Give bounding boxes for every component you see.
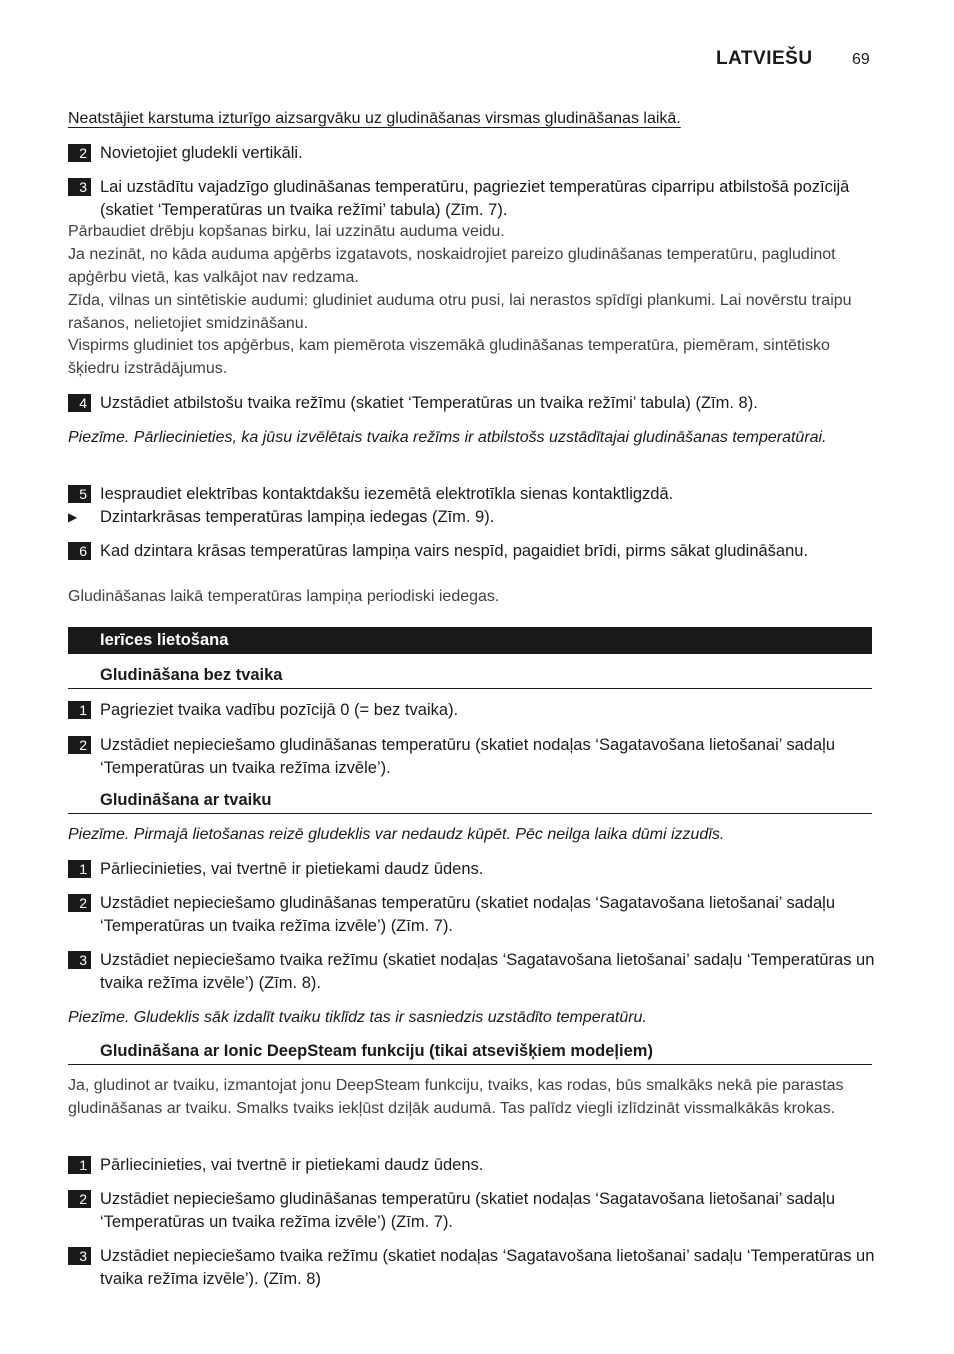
bullet-text: Dzintarkrāsas temperatūras lampiņa iedegas (Zīm. 9). [100, 508, 495, 526]
subheading-steam-ironing: Gludināšana ar tvaiku [68, 789, 872, 814]
prep-step-3 [68, 176, 878, 222]
arrow-bullet-icon: ▶ [68, 510, 78, 524]
language-header: LATVIEŠU [716, 48, 813, 69]
ionic-step-3 [68, 1245, 878, 1291]
step-text: Uzstādiet nepieciešamo tvaika režīmu (skatiet nodaļas ‘Sagatavošana lietošanai’ sadaļu ‘Temperatūras un tvaika režīma izvēle’). (Zīm. 8) [100, 1247, 875, 1288]
step-number: 3 [68, 951, 91, 969]
step-number: 2 [68, 1190, 91, 1208]
step-number: 2 [68, 144, 91, 162]
step-text: Kad dzintara krāsas temperatūras lampiņa vairs nespīd, pagaidiet brīdi, pirms sākat gludināšanu. [100, 542, 809, 560]
step-text: Novietojiet gludekli vertikāli. [100, 144, 303, 162]
prep-step-6 [68, 540, 878, 563]
step-number: 1 [68, 1156, 91, 1174]
step-text: Uzstādiet atbilstošu tvaika režīmu (skatiet ‘Temperatūras un tvaika režīmi’ tabula) (Zīm. 8). [100, 394, 758, 412]
step-text: Uzstādiet nepieciešamo tvaika režīmu (skatiet nodaļas ‘Sagatavošana lietošanai’ sadaļu ‘Temperatūras un tvaika režīma izvēle’) (Zīm. 8). [100, 951, 875, 992]
step-text: Iespraudiet elektrības kontaktdakšu iezemētā elektrotīkla sienas kontaktligzdā. [100, 485, 674, 503]
paragraph-lowest-temp: Vispirms gludiniet tos apģērbus, kam piemērota viszemākā gludināšanas temperatūra, piemēram, sintētisko šķiedru izstrādājumus. [68, 337, 830, 377]
step-text: Uzstādiet nepieciešamo gludināšanas temperatūru (skatiet nodaļas ‘Sagatavošana lietošanai’ sadaļu ‘Temperatūras un tvaika režīma izvēle’) (Zīm. 7). [100, 894, 836, 935]
step-text: Uzstādiet nepieciešamo gludināšanas temperatūru (skatiet nodaļas ‘Sagatavošana lietošanai’ sadaļu ‘Temperatūras un tvaika režīma izvēle’). [100, 736, 836, 777]
subheading-ionic-deepsteam: Gludināšana ar Ionic DeepSteam funkciju (tikai atsevišķiem modeļiem) [68, 1040, 872, 1065]
prep-step-5 [68, 483, 878, 506]
step-number: 1 [68, 860, 91, 878]
note-steam-setting: Piezīme. Pārliecinieties, ka jūsu izvēlētais tvaika režīms ir atbilstošs uzstādītajai gludināšanas temperatūrai. [68, 429, 827, 446]
step-text: Pagrieziet tvaika vadību pozīcijā 0 (= bez tvaika). [100, 701, 459, 719]
step-text: Pārliecinieties, vai tvertnē ir pietiekami daudz ūdens. [100, 1156, 484, 1174]
step-text: Pārliecinieties, vai tvertnē ir pietiekami daudz ūdens. [100, 860, 484, 878]
step-number: 6 [68, 542, 91, 560]
paragraph-silk-wool: Zīda, vilnas un sintētiskie audumi: gludiniet auduma otru pusi, lai nerastos spīdīgi plankumi. Lai novērstu traipu rašanos, nelietojiet smidzināšanu. [68, 292, 852, 332]
steam-step-3 [68, 949, 878, 995]
step-number: 2 [68, 894, 91, 912]
paragraph-unknown-fabric: Ja nezināt, no kāda auduma apģērbs izgatavots, noskaidrojiet pareizo gludināšanas temperatūru, pagludinot apģērbu vietā, kas valkājot nav redzama. [68, 246, 836, 286]
steam-step-2 [68, 892, 878, 938]
step-number: 2 [68, 736, 91, 754]
paragraph-ionic: Ja, gludinot ar tvaiku, izmantojat jonu DeepSteam funkciju, tvaiks, kas rodas, būs smalkāks nekā pie parastas gludināšanas ar tvaiku. Smalks tvaiks iekļūst dziļāk audumā. Tas palīdz viegli izlīdzināt vissmalkākās krokas. [68, 1077, 844, 1117]
step-number: 5 [68, 485, 91, 503]
ionic-step-1 [68, 1154, 878, 1177]
dry-step-2 [68, 734, 878, 780]
step-number: 3 [68, 1247, 91, 1265]
dry-step-1 [68, 699, 878, 722]
step-text: Lai uzstādītu vajadzīgo gludināšanas temperatūru, pagrieziet temperatūras ciparripu atbilstošā pozīcijā (skatiet ‘Temperatūras un tvaika režīmi’ tabula) (Zīm. 7). [100, 178, 850, 219]
bullet-lamp [68, 506, 878, 529]
ionic-step-2 [68, 1188, 878, 1234]
subheading-dry-ironing: Gludināšana bez tvaika [68, 664, 872, 689]
prep-step-2 [68, 142, 878, 165]
paragraph-care-label: Pārbaudiet drēbju kopšanas birku, lai uzzinātu auduma veidu. [68, 223, 505, 240]
prep-step-4 [68, 392, 878, 415]
step-number: 1 [68, 701, 91, 719]
step-number: 3 [68, 178, 91, 196]
steam-step-1 [68, 858, 878, 881]
note-steam-start: Piezīme. Gludeklis sāk izdalīt tvaiku tiklīdz tas ir sasniedzis uzstādīto temperatūru. [68, 1009, 647, 1026]
paragraph-lamp-cycling: Gludināšanas laikā temperatūras lampiņa periodiski iedegas. [68, 588, 500, 605]
step-text: Uzstādiet nepieciešamo gludināšanas temperatūru (skatiet nodaļas ‘Sagatavošana lietošanai’ sadaļu ‘Temperatūras un tvaika režīma izvēle’) (Zīm. 7). [100, 1190, 836, 1231]
page-number: 69 [852, 51, 870, 68]
step-number: 4 [68, 394, 91, 412]
note-first-use: Piezīme. Pirmajā lietošanas reizē gludeklis var nedaudz kūpēt. Pēc neilga laika dūmi izzudīs. [68, 826, 725, 843]
warning-text: Neatstājiet karstuma izturīgo aizsargvāku uz gludināšanas virsmas gludināšanas laikā. [68, 110, 681, 127]
section-heading: Ierīces lietošana [68, 627, 872, 654]
